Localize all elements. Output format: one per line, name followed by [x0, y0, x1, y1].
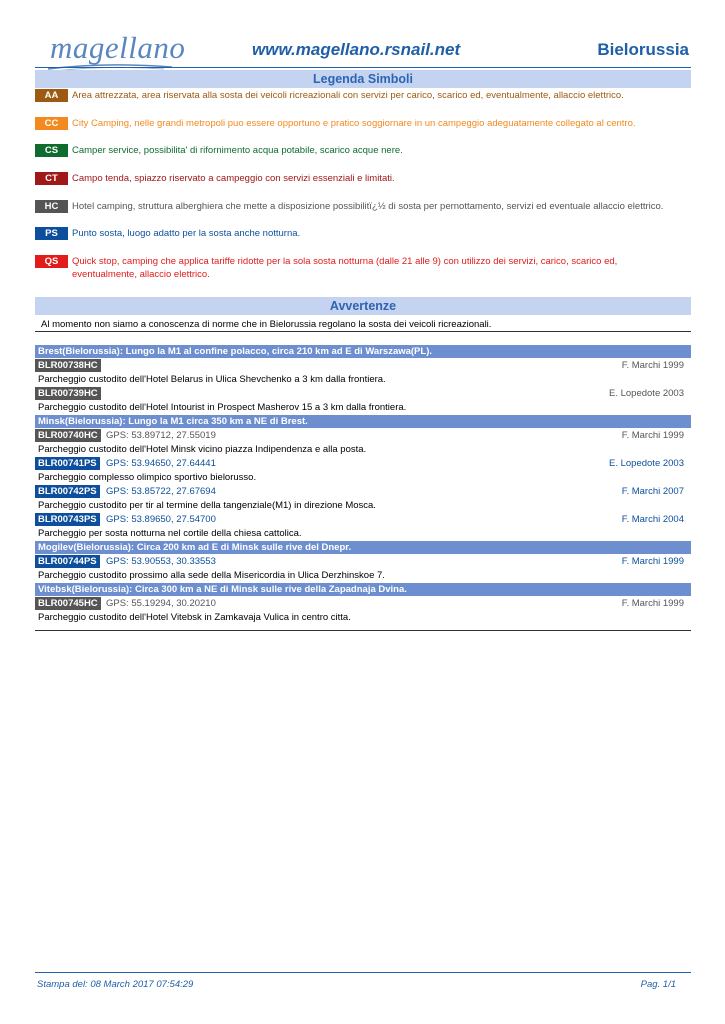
author-credit: F. Marchi 2004 [621, 514, 684, 525]
site-entry [35, 429, 691, 442]
site-url[interactable]: www.magellano.rsnail.net [252, 40, 461, 59]
legend-code-badge: CT [35, 172, 68, 185]
gps-coordinates: GPS: 53.85722, 27.67694 [106, 486, 216, 497]
author-credit: F. Marchi 1999 [621, 556, 684, 567]
site-code-badge[interactable]: BLR00744PS [35, 555, 100, 568]
legend-code-badge: CS [35, 144, 68, 157]
legend-code-badge: AA [35, 89, 68, 102]
logo-text: magellano [50, 30, 186, 65]
site-entry [35, 457, 691, 470]
page-title: Bielorussia [597, 40, 689, 59]
region-header: Minsk(Bielorussia): Lungo la M1 circa 350 km a NE di Brest. [35, 415, 691, 428]
gps-coordinates: GPS: 53.89712, 27.55019 [106, 430, 216, 441]
legend-code-badge: PS [35, 227, 68, 240]
site-description: Parcheggio custodito dell'Hotel Minsk vicino piazza Indipendenza e alla posta. [38, 444, 367, 455]
legend-code-badge: HC [35, 200, 68, 213]
site-entry [35, 597, 691, 610]
site-code-badge[interactable]: BLR00742PS [35, 485, 100, 498]
region-header: Mogilev(Bielorussia): Circa 200 km ad E di Minsk sulle rive del Dnepr. [35, 541, 691, 554]
gps-coordinates: GPS: 53.90553, 30.33553 [106, 556, 216, 567]
legend-description: Punto sosta, luogo adatto per la sosta anche notturna. [72, 228, 301, 239]
site-description: Parcheggio custodito prossimo alla sede della Misericordia in Ulica Derzhinskoe 7. [38, 570, 385, 581]
page-number: Pag. 1/1 [640, 979, 676, 990]
site-entry [35, 387, 691, 400]
gps-coordinates: GPS: 53.94650, 27.64441 [106, 458, 216, 469]
author-credit: F. Marchi 1999 [621, 430, 684, 441]
logo [46, 28, 186, 72]
legend-code-badge: CC [35, 117, 68, 130]
legend-description: Campo tenda, spiazzo riservato a campeggio con servizi essenziali e limitati. [72, 173, 395, 184]
legend-code-badge: QS [35, 255, 68, 268]
list-end-divider [35, 630, 691, 631]
author-credit: E. Lopedote 2003 [608, 458, 684, 469]
site-code-badge[interactable]: BLR00738HC [35, 359, 101, 372]
author-credit: F. Marchi 1999 [621, 360, 684, 371]
site-code-badge[interactable]: BLR00745HC [35, 597, 101, 610]
footer-divider [35, 972, 691, 973]
site-code-badge[interactable]: BLR00741PS [35, 457, 100, 470]
gps-coordinates: GPS: 53.89650, 27.54700 [106, 514, 216, 525]
site-description: Parcheggio per sosta notturna nel cortile della chiesa cattolica. [38, 528, 302, 539]
site-entry [35, 513, 691, 526]
site-description: Parcheggio complesso olimpico sportivo bielorusso. [38, 472, 257, 483]
region-header: Brest(Bielorussia): Lungo la M1 al confine polacco, circa 210 km ad E di Warszawa(PL). [35, 345, 691, 358]
legend-description: Area attrezzata, area riservata alla sosta dei veicoli ricreazionali con servizi per carico, scarico ed, eventualmente, allaccio elettrico. [72, 90, 624, 101]
header-divider [35, 67, 691, 68]
site-description: Parcheggio custodito per tir al termine della tangenziale(M1) in direzione Mosca. [38, 500, 376, 511]
gps-coordinates: GPS: 55.19294, 30.20210 [106, 598, 216, 609]
warnings-divider [35, 331, 691, 332]
author-credit: E. Lopedote 2003 [608, 388, 684, 399]
legend-description: Quick stop, camping che applica tariffe ridotte per la sola sosta notturna (dalle 21 alle 9) con utilizzo dei servizi, carico, scarico ed, eventualmente, allaccio elettrico. [72, 256, 618, 280]
site-description: Parcheggio custodito dell'Hotel Vitebsk in Zamkavaja Vulica in centro citta. [38, 612, 351, 623]
author-credit: F. Marchi 2007 [621, 486, 684, 497]
site-code-badge[interactable]: BLR00739HC [35, 387, 101, 400]
region-header: Vitebsk(Bielorussia): Circa 300 km a NE di Minsk sulle rive della Zapadnaja Dvina. [35, 583, 691, 596]
site-code-badge[interactable]: BLR00743PS [35, 513, 100, 526]
site-entry [35, 485, 691, 498]
legend-description: Hotel camping, struttura alberghiera che mette a disposizione possibilitï¿½ di sosta per pernottamento, servizi ed eventuale allaccio elettrico. [72, 201, 664, 212]
legend-description: City Camping, nelle grandi metropoli puo essere opportuno e pratico soggiornare in un campeggio adeguatamente collegato al centro. [72, 118, 636, 129]
site-code-badge[interactable]: BLR00740HC [35, 429, 101, 442]
author-credit: F. Marchi 1999 [621, 598, 684, 609]
warnings-text: Al momento non siamo a conoscenza di norme che in Bielorussia regolano la sosta dei veicoli ricreazionali. [41, 319, 492, 330]
site-entry [35, 359, 691, 372]
site-description: Parcheggio custodito dell'Hotel Belarus in Ulica Shevchenko a 3 km dalla frontiera. [38, 374, 386, 385]
legend-title: Legenda Simboli [35, 70, 691, 88]
warnings-title: Avvertenze [35, 297, 691, 315]
site-entry [35, 555, 691, 568]
site-description: Parcheggio custodito dell'Hotel Intourist in Prospect Masherov 15 a 3 km dalla frontiera. [38, 402, 407, 413]
legend-description: Camper service, possibilita' di rifornimento acqua potabile, scarico acque nere. [72, 145, 403, 156]
print-date: Stampa del: 08 March 2017 07:54:29 [37, 979, 194, 990]
